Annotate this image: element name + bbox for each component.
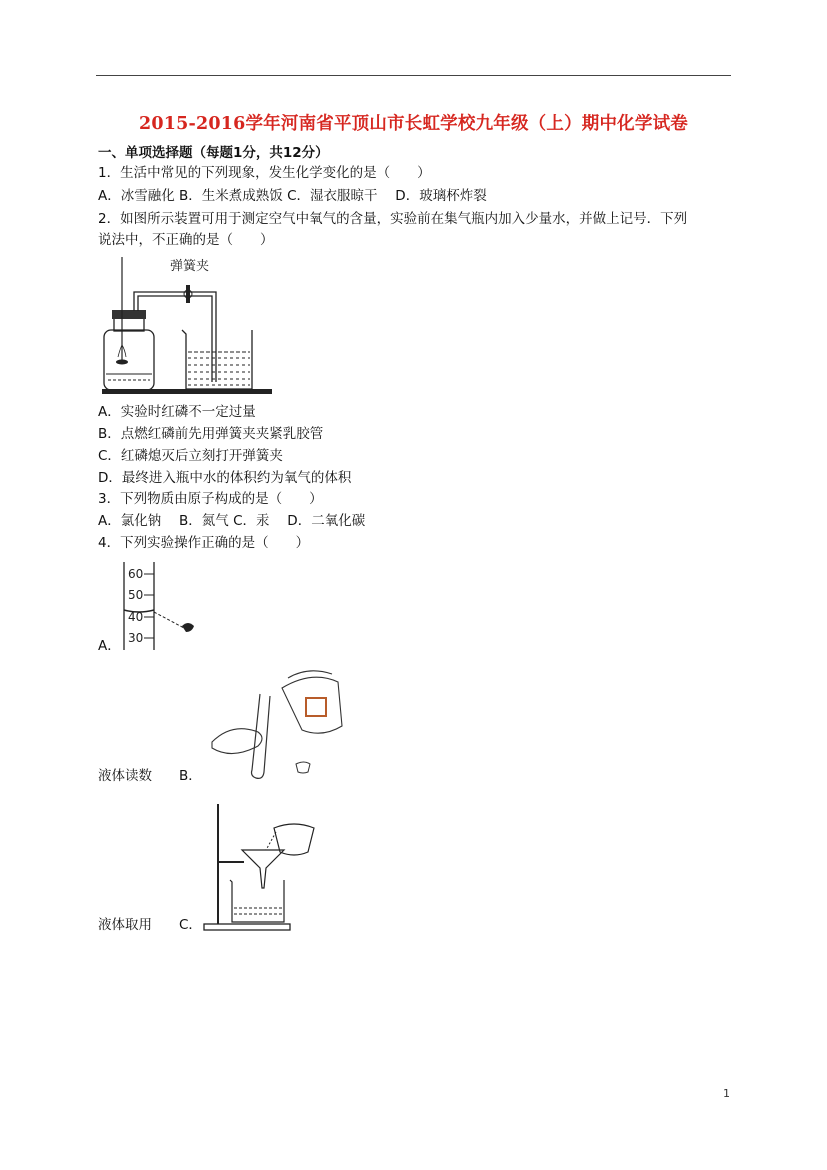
- q4-option-a-label: A．: [98, 638, 121, 654]
- funnel: [242, 850, 284, 888]
- q4-pouring-figure: [208, 668, 348, 784]
- spring-clamp: [186, 285, 190, 303]
- q2-apparatus-figure: [98, 252, 298, 398]
- tick-30: 30: [128, 631, 144, 645]
- tick-60: 60: [128, 567, 144, 581]
- q4-filtration-figure: [200, 800, 320, 932]
- beaker: [182, 330, 252, 389]
- q3-options: A．氯化钠 B．氮气 C．汞 D．二氧化碳: [98, 513, 366, 529]
- q2-stem-line1: 2．如图所示装置可用于测定空气中氧气的含量，实验前在集气瓶内加入少量水，并做上记号．下列: [98, 211, 688, 227]
- tick-40: 40: [128, 610, 144, 624]
- q4-text-c: 液体取用 C．: [98, 917, 202, 933]
- receiving-beaker: [230, 880, 284, 922]
- q2-option-a: A．实验时红磷不一定过量: [98, 404, 256, 420]
- stopper: [296, 762, 310, 773]
- q2-option-b: B．点燃红磷前先用弹簧夹夹紧乳胶管: [98, 426, 324, 442]
- q2-option-d: D．最终进入瓶中水的体积约为氧气的体积: [98, 470, 352, 486]
- iron-stand-base: [204, 924, 290, 930]
- test-tube: [252, 694, 271, 778]
- tick-50: 50: [128, 588, 144, 602]
- q4-cylinder-figure: [118, 562, 208, 650]
- bottle-label: [306, 698, 326, 716]
- q1-options: A．冰雪融化 B．生米煮成熟饭 C．湿衣服晾干 D．玻璃杯炸裂: [98, 188, 487, 204]
- bottle-stopper: [112, 310, 146, 319]
- q4-stem: 4．下列实验操作正确的是（ ）: [98, 535, 310, 551]
- header-rule: [96, 75, 731, 76]
- page-title: 2015-2016学年河南省平顶山市长虹学校九年级（上）期中化学试卷: [139, 114, 688, 134]
- pouring-beaker: [274, 824, 314, 855]
- q2-stem-line2: 说法中，不正确的是（ ）: [98, 232, 274, 248]
- page-number: 1: [723, 1087, 730, 1100]
- gas-bottle: [104, 330, 154, 390]
- q1-stem: 1．生活中常见的下列现象，发生化学变化的是（ ）: [98, 165, 431, 181]
- bottle-neck: [114, 318, 144, 331]
- q4-text-b: 液体读数 B．: [98, 768, 202, 784]
- hand-right: [288, 671, 332, 678]
- clamp-label: 弹簧夹: [170, 259, 210, 274]
- q3-stem: 3．下列物质由原子构成的是（ ）: [98, 491, 323, 507]
- section-heading: 一、单项选择题（每题1分，共12分）: [98, 145, 329, 161]
- q2-option-c: C．红磷熄灭后立刻打开弹簧夹: [98, 448, 283, 464]
- eye-icon: [182, 623, 194, 632]
